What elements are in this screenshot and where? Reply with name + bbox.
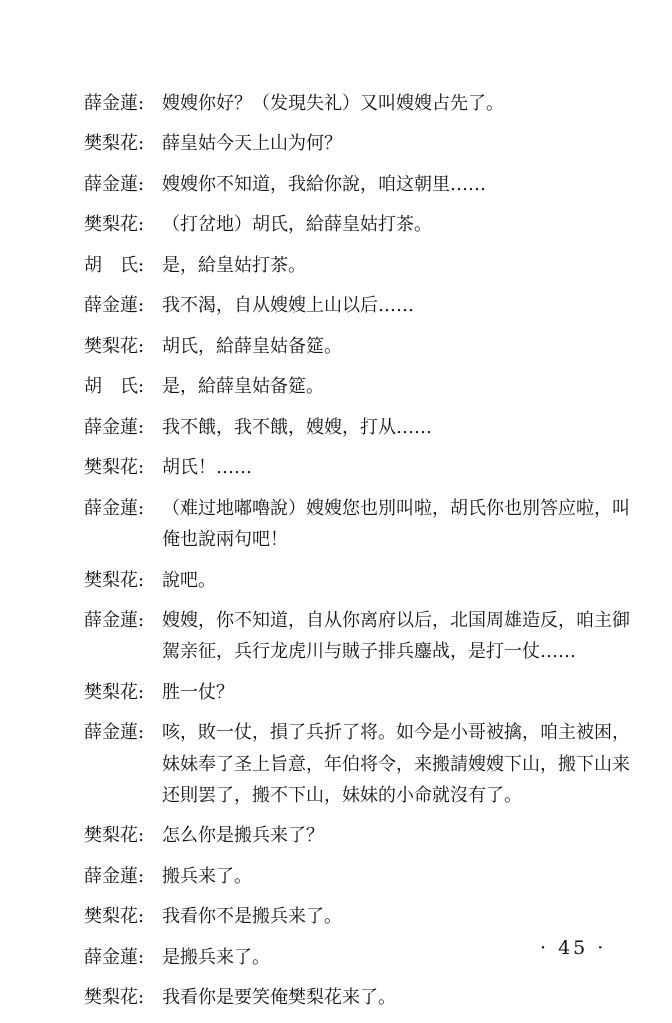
speaker: 胡 氏: xyxy=(84,376,145,398)
line-text: 說吧。 xyxy=(162,569,216,591)
speaker: 薛金蓮: xyxy=(84,610,145,632)
dialogue-line xyxy=(84,371,644,402)
line-text: 我不渴，自从嫂嫂上山以后…… xyxy=(162,295,414,317)
speaker: 薛金蓮: xyxy=(84,93,145,114)
dialogue-line xyxy=(84,717,644,811)
speaker: 樊梨花: xyxy=(84,906,145,928)
dialogue-line xyxy=(84,677,644,708)
page-number: · 45 · xyxy=(540,937,607,959)
line-text: 咳，敗一仗，損了兵折了将。如今是小哥被擒，咱主被困，妹妹奉了圣上旨意，年伯将令，来搬請嫂嫂下山，搬下山来还則罢了，搬不下山，妹妹的小命就沒有了。 xyxy=(162,722,630,806)
speaker: 薛金蓮: xyxy=(84,497,145,519)
dialogue-line xyxy=(84,290,644,321)
dialogue-line xyxy=(84,250,644,281)
line-text: 是，給薛皇姑备筵。 xyxy=(162,376,324,398)
speaker: 樊梨花: xyxy=(84,987,145,1009)
speaker: 樊梨花: xyxy=(84,214,145,236)
line-text: （难过地嘟嚕說）嫂嫂您也別叫啦，胡氏你也別答应啦，叫俺也說兩句吧！ xyxy=(162,497,630,551)
dialogue-line xyxy=(84,88,644,119)
speaker: 樊梨花: xyxy=(84,681,145,703)
line-text: 搬兵来了。 xyxy=(162,865,252,887)
dialogue-line xyxy=(84,412,644,443)
line-text: 嫂嫂你不知道，我給你說，咱这朝里…… xyxy=(162,173,486,195)
dialogue xyxy=(84,88,644,1023)
line-text: 胡氏，給薛皇姑备筵。 xyxy=(162,335,342,357)
line-text: 嫂嫂你好？（发現失礼）又叫嫂嫂占先了。 xyxy=(162,93,504,114)
speaker: 樊梨花: xyxy=(84,335,145,357)
speaker: 樊梨花: xyxy=(84,133,145,155)
line-text: 我不餓，我不餓，嫂嫂，打从…… xyxy=(162,416,432,438)
speaker: 胡 氏: xyxy=(84,254,145,276)
line-text: 是，給皇姑打茶。 xyxy=(162,254,306,276)
line-text: 我看你是要笑俺樊梨花来了。 xyxy=(162,987,396,1009)
dialogue-line xyxy=(84,901,644,932)
dialogue-line xyxy=(84,861,644,892)
line-text: 我看你不是搬兵来了。 xyxy=(162,906,342,928)
dialogue-line xyxy=(84,169,644,200)
line-text: 胡氏！…… xyxy=(162,457,252,479)
dialogue-line xyxy=(84,452,644,483)
dialogue-line xyxy=(84,128,644,159)
speaker: 薛金蓮: xyxy=(84,946,145,968)
line-text: 是搬兵来了。 xyxy=(162,946,270,968)
speaker: 樊梨花: xyxy=(84,825,145,847)
dialogue-line xyxy=(84,982,644,1013)
line-text: 胜一仗？ xyxy=(162,681,234,703)
line-text: 怎么你是搬兵来了？ xyxy=(162,825,324,847)
speaker: 薛金蓮: xyxy=(84,295,145,317)
dialogue-line xyxy=(84,565,644,596)
dialogue-line xyxy=(84,493,644,556)
line-text: 薛皇姑今天上山为何？ xyxy=(162,133,342,155)
dialogue-line xyxy=(84,209,644,240)
dialogue-line xyxy=(84,820,644,851)
line-text: 嫂嫂，你不知道，自从你离府以后，北国周雄造反，咱主御駕亲征，兵行龙虎川与賊子排兵鏖战，是打一仗…… xyxy=(162,610,630,663)
speaker: 薛金蓮: xyxy=(84,722,145,744)
speaker: 樊梨花: xyxy=(84,457,145,479)
dialogue-line xyxy=(84,331,644,362)
dialogue-line xyxy=(84,605,644,668)
speaker: 樊梨花: xyxy=(84,569,145,591)
speaker: 薛金蓮: xyxy=(84,865,145,887)
speaker: 薛金蓮: xyxy=(84,173,145,195)
line-text: （打岔地）胡氏，給薛皇姑打茶。 xyxy=(162,214,432,236)
speaker: 薛金蓮: xyxy=(84,416,145,438)
